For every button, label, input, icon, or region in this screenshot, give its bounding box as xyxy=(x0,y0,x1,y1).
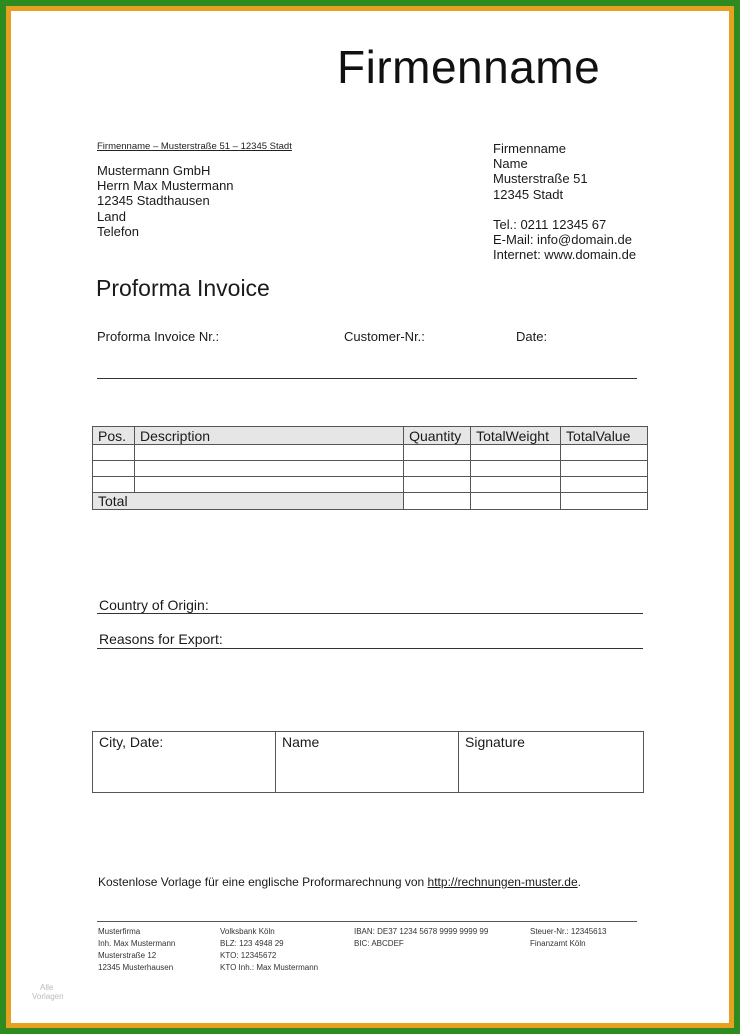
table-total-row xyxy=(93,493,648,510)
recipient-line: Telefon xyxy=(97,223,139,239)
signature-table xyxy=(92,731,644,793)
recipient-line: Land xyxy=(97,208,126,224)
footer-bank xyxy=(220,926,318,974)
footer-line: KTO: 12345672 xyxy=(220,951,277,960)
recipient-line: 12345 Stadthausen xyxy=(97,193,210,209)
footer-tax xyxy=(530,926,607,950)
column-header-total-value: TotalValue xyxy=(561,427,648,445)
column-header-description: Description xyxy=(134,427,403,445)
sender-line: Firmenname – Musterstraße 51 – 12345 Stadt xyxy=(97,141,292,152)
country-of-origin-label: Country of Origin: xyxy=(99,597,209,613)
country-of-origin-line xyxy=(97,613,643,614)
table-row xyxy=(93,477,648,493)
firm-line: 12345 Stadt xyxy=(493,186,564,202)
signature-cell: Signature xyxy=(459,732,644,793)
footer-line: Musterstraße 12 xyxy=(98,951,157,960)
firm-line: Firmenname xyxy=(493,141,566,156)
watermark-logo xyxy=(32,983,64,1001)
footer-line: Musterfirma xyxy=(98,927,141,936)
footer-line: Steuer-Nr.: 12345613 xyxy=(530,927,607,936)
table-header-row xyxy=(93,427,648,445)
footer-line: KTO Inh.: Max Mustermann xyxy=(220,963,319,972)
footer-line: IBAN: DE37 1234 5678 9999 9999 99 xyxy=(354,927,489,936)
footnote-text: Kostenlose Vorlage für eine englische Proformarechnung von xyxy=(98,875,428,889)
column-header-total-weight: TotalWeight xyxy=(471,427,561,445)
column-header-quantity: Quantity xyxy=(404,427,471,445)
recipient-line: Mustermann GmbH xyxy=(97,163,211,178)
reasons-for-export-line xyxy=(97,648,643,649)
footer-line: Finanzamt Köln xyxy=(530,939,586,948)
watermark-line: Vorlagen xyxy=(32,992,64,1001)
table-row xyxy=(93,461,648,477)
footer-line: 12345 Musterhausen xyxy=(98,963,174,972)
footer-iban xyxy=(354,926,488,950)
firm-info xyxy=(493,141,636,262)
recipient-address xyxy=(97,163,234,239)
column-header-pos: Pos. xyxy=(93,427,135,445)
footer-line: BLZ: 123 4948 29 xyxy=(220,939,284,948)
city-date-cell: City, Date: xyxy=(93,732,276,793)
meta-underline xyxy=(97,378,637,379)
firm-phone: Tel.: 0211 12345 67 xyxy=(493,216,607,232)
firm-line: Musterstraße 51 xyxy=(493,171,588,187)
table-row xyxy=(93,445,648,461)
name-cell: Name xyxy=(276,732,459,793)
company-title: Firmenname xyxy=(337,41,601,93)
footer-divider xyxy=(97,921,637,922)
date-label: Date: xyxy=(516,329,548,344)
footer-line: BIC: ABCDEF xyxy=(354,939,404,948)
footnote xyxy=(98,875,581,889)
document-title: Proforma Invoice xyxy=(96,275,270,301)
firm-website: Internet: www.domain.de xyxy=(493,247,637,263)
firm-line: Name xyxy=(493,156,528,172)
footnote-link[interactable]: http://rechnungen-muster.de xyxy=(427,875,578,889)
invoice-number-label: Proforma Invoice Nr.: xyxy=(97,329,220,344)
firm-email: E-Mail: info@domain.de xyxy=(493,232,632,248)
reasons-for-export-label: Reasons for Export: xyxy=(99,631,223,647)
recipient-line: Herrn Max Mustermann xyxy=(97,178,234,194)
total-label: Total xyxy=(93,493,404,510)
watermark-line: Alle xyxy=(40,983,54,992)
footer-company xyxy=(98,926,175,974)
items-table xyxy=(92,426,648,510)
customer-number-label: Customer-Nr.: xyxy=(344,329,425,344)
footnote-end: . xyxy=(577,875,581,889)
footer-line: Volksbank Köln xyxy=(220,927,275,936)
footer-line: Inh. Max Mustermann xyxy=(98,939,176,948)
